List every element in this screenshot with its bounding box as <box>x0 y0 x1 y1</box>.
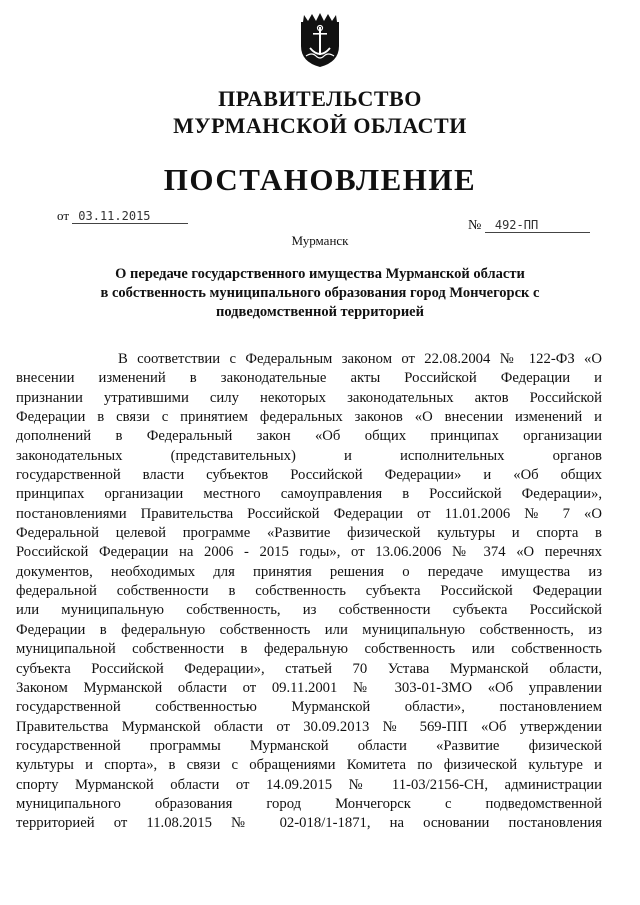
body-text-line: Федерации в федеральную собственность или муниципальную собственность, из <box>16 621 602 638</box>
document-body <box>16 350 602 834</box>
body-text-line: признании утратившими силу некоторых законодательных актов Российской <box>16 389 602 406</box>
document-subject <box>70 265 570 322</box>
body-text-line: принципах организации местного самоуправления в Российской Федерации», <box>16 486 602 503</box>
body-text-line: культуры и спорта», в связи с обращениями Комитета по физической культуре и <box>16 757 602 774</box>
government-name-line1: ПРАВИТЕЛЬСТВО <box>218 86 422 111</box>
document-number <box>468 218 590 234</box>
government-name-line2: МУРМАНСКОЙ ОБЛАСТИ <box>173 113 467 138</box>
body-text-line: Правительства Мурманской области от 30.09.2013 № 569-ПП «Об утверждении <box>16 718 602 735</box>
body-text-line: государственной власти субъектов Российской Федерации» и «Об общих <box>16 467 602 484</box>
body-text-line: В соответствии с Федеральным законом от 22.08.2004 № 122-ФЗ «О <box>118 351 602 367</box>
body-text-line: Федерации в связи с принятием федеральных законов «О внесении изменений и <box>16 409 602 426</box>
body-text-line: государственной собственностью Мурманской области», постановлением <box>16 699 602 716</box>
date-prefix: от <box>57 208 70 223</box>
document-type-title: ПОСТАНОВЛЕНИЕ <box>163 162 477 197</box>
body-text-line: Федеральной целевой программе «Развитие физической культуры и спорта в <box>16 525 602 542</box>
body-text-line: федеральной собственности в собственность субъекта Российской Федерации <box>16 583 602 600</box>
number-prefix: № <box>468 218 482 233</box>
body-text-line: государственной программы Мурманской области «Развитие физической <box>16 737 602 754</box>
body-text-line: муниципального образования город Мончегорск с подведомственной <box>16 795 602 812</box>
document-date <box>57 208 188 224</box>
body-text-line: Российской Федерации на 2006 - 2015 годы», от 13.06.2006 № 374 «О перечнях <box>16 544 602 561</box>
subject-line: О передаче государственного имущества Мурманской области <box>115 266 525 282</box>
body-text-line: Законом Мурманской области от 09.11.2001 № 303-01-ЗМО «Об управлении <box>16 679 602 696</box>
body-text-line: территорией от 11.08.2015 № 02-018/1-1871, на основании постановления <box>16 815 602 832</box>
body-text-line: спорту Мурманской области от 14.09.2015 № 11-03/2156-СН, администрации <box>16 776 602 793</box>
body-text-line: внесении изменений в законодательные акты Российской Федерации и <box>16 370 602 387</box>
body-text-line: документов, необходимых для принятия решения о передаче имущества из <box>16 563 602 580</box>
body-text-line: постановлениями Правительства Российской Федерации от 11.01.2006 № 7 «О <box>16 505 602 522</box>
subject-line: подведомственной территорией <box>216 304 424 320</box>
number-value: 492-ПП <box>485 218 590 233</box>
date-value: 03.11.2015 <box>72 209 188 224</box>
body-text-line: дополнений в Федеральный закон «Об общих принципах организации <box>16 428 602 445</box>
body-text-line: законодательных (представительных) и исполнительных органов <box>16 447 602 464</box>
body-text-line: муниципальной собственности в федеральную собственность или собственность <box>16 641 602 658</box>
body-text-line: субъекта Российской Федерации», статьей 70 Устава Мурманской области, <box>16 660 602 677</box>
murmansk-coat-of-arms-icon <box>298 12 342 68</box>
subject-line: в собственность муниципального образования город Мончегорск с <box>100 285 540 301</box>
body-text-line: или муниципальную собственность, из собственности субъекта Российской <box>16 602 602 619</box>
city-name: Мурманск <box>291 233 349 248</box>
